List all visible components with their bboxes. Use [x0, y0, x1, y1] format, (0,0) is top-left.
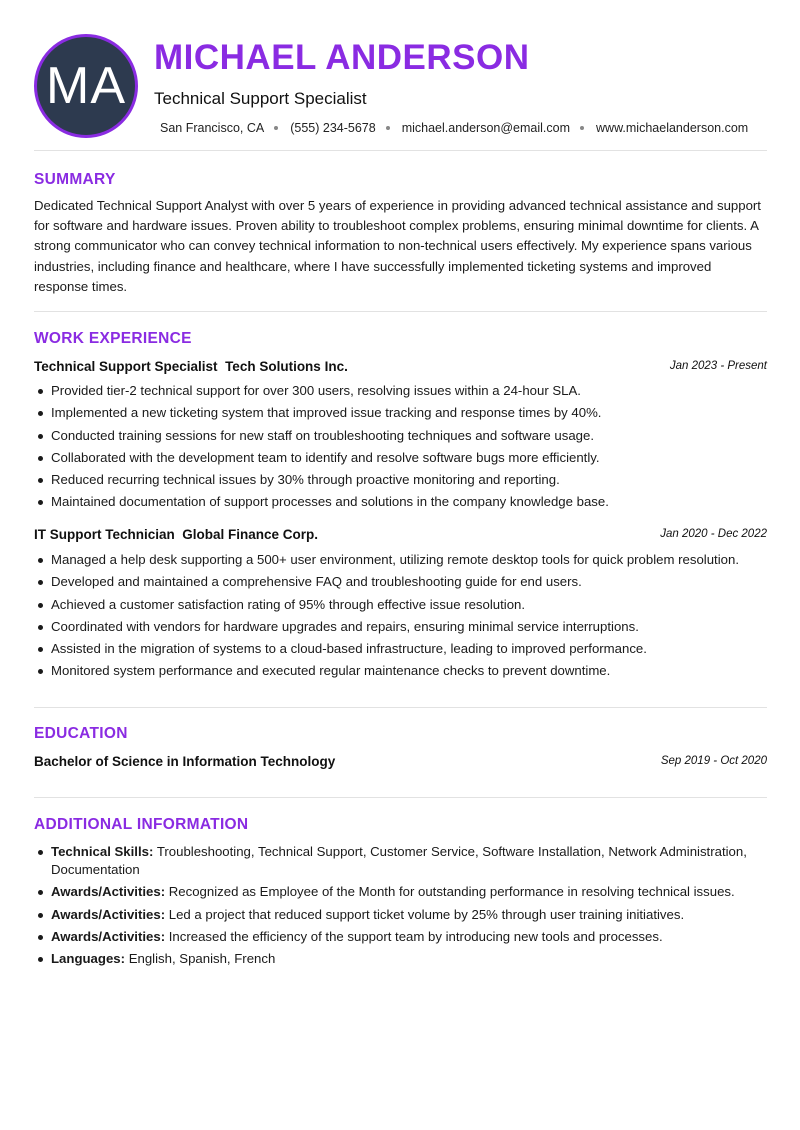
resume-header — [34, 34, 767, 138]
list-item: Developed and maintained a comprehensive FAQ and troubleshooting guide for end users. — [34, 571, 769, 593]
item-text: Recognized as Employee of the Month for outstanding performance in resolving technical issues. — [168, 884, 735, 900]
degree-name: Bachelor of Science in Information Technology — [34, 754, 336, 769]
list-item — [34, 883, 769, 901]
job-header — [34, 359, 767, 377]
job-company: Tech Solutions Inc. — [225, 359, 348, 374]
list-item: Maintained documentation of support processes and solutions in the company knowledge base. — [34, 491, 769, 513]
list-item — [34, 928, 769, 946]
job-dates: Jan 2020 - Dec 2022 — [660, 528, 767, 540]
separator-dot-icon — [580, 126, 584, 130]
job-title-line — [34, 359, 348, 374]
item-text: Led a project that reduced support ticket volume by 25% through user training initiatives. — [168, 906, 685, 922]
education-dates: Sep 2019 - Oct 2020 — [660, 755, 767, 767]
item-label: Awards/Activities: — [51, 928, 166, 944]
item-text: English, Spanish, French — [128, 951, 276, 967]
list-item: Managed a help desk supporting a 500+ user environment, utilizing remote desktop tools for quick problem resolution. — [34, 549, 769, 571]
item-label: Technical Skills: — [51, 844, 154, 859]
job-dates: Jan 2023 - Present — [669, 360, 767, 372]
contact-location: San Francisco, CA — [160, 121, 265, 135]
contact-website[interactable]: www.michaelanderson.com — [596, 121, 749, 135]
divider — [34, 311, 767, 312]
list-item: Monitored system performance and executed regular maintenance checks to prevent downtime. — [34, 660, 769, 682]
divider — [34, 797, 767, 798]
list-item: Collaborated with the development team to identify and resolve software bugs more efficiently. — [34, 447, 769, 469]
avatar-initials: MA — [46, 57, 126, 115]
item-label: Awards/Activities: — [51, 884, 166, 900]
item-label: Languages: — [51, 951, 126, 967]
list-item: Assisted in the migration of systems to a cloud-based infrastructure, leading to improved performance. — [34, 638, 769, 660]
candidate-title: Technical Support Specialist — [154, 89, 367, 108]
additional-list — [34, 843, 769, 972]
separator-dot-icon — [386, 126, 390, 130]
summary-heading: SUMMARY — [34, 171, 116, 188]
job-title: IT Support Technician — [34, 527, 175, 542]
divider — [34, 150, 767, 151]
list-item: Coordinated with vendors for hardware upgrades and repairs, ensuring minimal service interruptions. — [34, 616, 769, 638]
divider — [34, 707, 767, 708]
job-title-line — [34, 527, 318, 542]
summary-text: Dedicated Technical Support Analyst with over 5 years of experience in providing advanced technical assistance and support for software and hardware issues. Proven ability to troubleshoot complex problems, ensuring minimal downtime for clients. A strong communicator who can convey technical information to non-technical users effectively. My experience spans various industries, including finance and healthcare, where I have successfully implemented ticketing systems and improved response times. — [34, 198, 761, 294]
list-item: Reduced recurring technical issues by 30% through proactive monitoring and reporting. — [34, 469, 769, 491]
contact-line — [160, 121, 748, 135]
contact-email[interactable]: michael.anderson@email.com — [401, 121, 571, 135]
education-heading: EDUCATION — [34, 725, 128, 742]
experience-heading: WORK EXPERIENCE — [34, 330, 192, 347]
list-item: Implemented a new ticketing system that improved issue tracking and response times by 40%. — [34, 402, 769, 424]
job-title: Technical Support Specialist — [34, 359, 218, 374]
list-item — [34, 906, 769, 924]
item-text: Troubleshooting, Technical Support, Customer Service, Software Installation, Network Administration, Documentation — [51, 844, 747, 877]
job-company: Global Finance Corp. — [182, 527, 319, 542]
list-item: Achieved a customer satisfaction rating of 95% through effective issue resolution. — [34, 594, 769, 616]
item-label: Awards/Activities: — [51, 906, 166, 922]
avatar — [34, 34, 138, 138]
job-header — [34, 527, 767, 545]
list-item — [34, 843, 769, 879]
job-bullet-list — [34, 549, 769, 683]
job-bullet-list — [34, 380, 769, 514]
additional-heading: ADDITIONAL INFORMATION — [34, 816, 249, 833]
list-item — [34, 950, 769, 968]
item-text: Increased the efficiency of the support team by introducing new tools and processes. — [168, 928, 663, 944]
separator-dot-icon — [274, 126, 278, 130]
list-item: Conducted training sessions for new staff on troubleshooting techniques and software usage. — [34, 425, 769, 447]
candidate-name: MICHAEL ANDERSON — [154, 38, 530, 77]
list-item: Provided tier-2 technical support for over 300 users, resolving issues within a 24-hour SLA. — [34, 380, 769, 402]
contact-phone: (555) 234-5678 — [290, 121, 376, 135]
education-entry — [34, 754, 767, 772]
